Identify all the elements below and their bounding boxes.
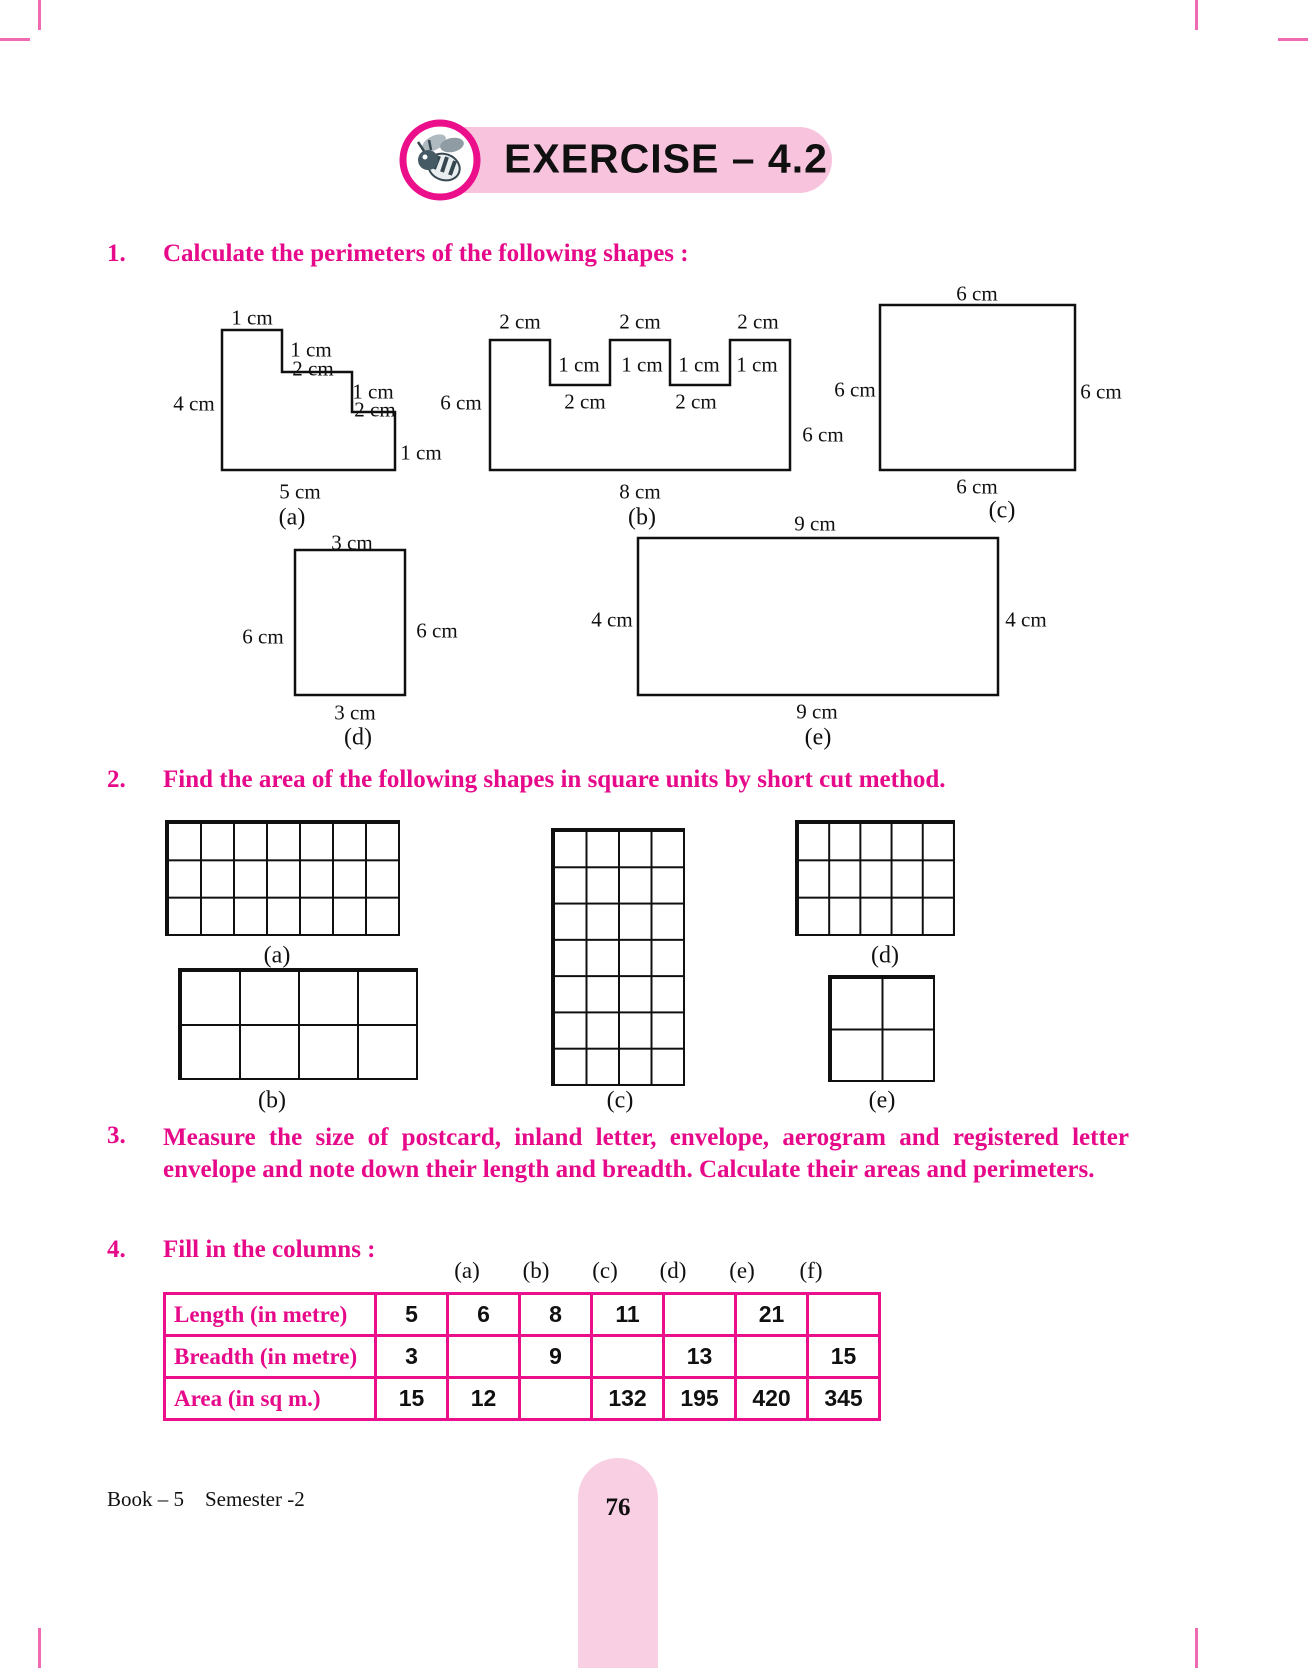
dimension-label: 8 cm — [619, 479, 661, 504]
figure-unit-grids — [0, 810, 1308, 1122]
table-cell: 9 — [520, 1336, 592, 1378]
table-col-header: (c) — [592, 1258, 618, 1283]
dimension-label: 6 cm — [956, 281, 998, 306]
table-col-header: (b) — [522, 1258, 550, 1283]
dimension-label: 2 cm — [354, 397, 396, 422]
dimension-label: 3 cm — [334, 700, 376, 725]
page-number: 76 — [605, 1494, 631, 1521]
dimension-label: 4 cm — [173, 391, 215, 416]
grid-caption: (e) — [868, 1087, 896, 1114]
shape-d-outline — [295, 550, 405, 695]
unit-grid-b — [178, 968, 418, 1080]
dimension-label: 1 cm — [678, 352, 720, 377]
grid-caption: (c) — [606, 1087, 634, 1114]
table-cell — [448, 1336, 520, 1378]
table-cell — [592, 1336, 664, 1378]
table-cell: 5 — [376, 1294, 448, 1336]
question-2-number: 2. — [107, 766, 126, 793]
bee-mascot-icon — [398, 118, 482, 202]
question-1-number: 1. — [107, 240, 126, 267]
shape-c-outline — [880, 305, 1075, 470]
dimension-label: 1 cm — [352, 379, 394, 404]
crop-mark — [1195, 1628, 1198, 1668]
fill-columns-table — [163, 1292, 881, 1421]
shape-caption: (a) — [278, 504, 306, 531]
dimension-label: 9 cm — [794, 511, 836, 536]
dimension-label: 6 cm — [440, 390, 482, 415]
dimension-label: 6 cm — [834, 377, 876, 402]
unit-grid-a — [165, 820, 400, 936]
shape-caption: (c) — [988, 497, 1016, 524]
dimension-label: 5 cm — [279, 479, 321, 504]
table-col-header: (a) — [454, 1258, 480, 1283]
table-cell: 15 — [808, 1336, 880, 1378]
shape-caption: (e) — [804, 724, 832, 751]
shape-caption: (b) — [628, 504, 656, 531]
crop-mark — [1195, 0, 1198, 30]
page-number-tab — [578, 1458, 658, 1668]
dimension-label: 6 cm — [956, 474, 998, 499]
dimension-label: 2 cm — [737, 309, 779, 334]
footer-text: Book – 5 Semester -2 — [107, 1487, 305, 1511]
question-4-text: Fill in the columns : — [163, 1236, 376, 1263]
table-cell: 345 — [808, 1378, 880, 1420]
dimension-label: 1 cm — [621, 352, 663, 377]
grid-caption: (d) — [871, 942, 899, 969]
table-cell: 6 — [448, 1294, 520, 1336]
table-col-header: (f) — [799, 1258, 823, 1283]
table-row-length — [165, 1294, 880, 1336]
table-cell: 21 — [736, 1294, 808, 1336]
row-label: Area (in sq m.) — [165, 1378, 376, 1420]
dimension-label: 2 cm — [499, 309, 541, 334]
dimension-label: 1 cm — [231, 305, 273, 330]
table-col-header: (e) — [729, 1258, 755, 1283]
dimension-label: 6 cm — [1080, 379, 1122, 404]
question-4-number: 4. — [107, 1236, 126, 1263]
table-cell — [520, 1378, 592, 1420]
crop-mark — [0, 38, 30, 41]
dimension-label: 3 cm — [331, 530, 373, 555]
unit-grid-c — [551, 828, 685, 1086]
dimension-label: 1 cm — [400, 440, 442, 465]
question-3-number: 3. — [107, 1122, 126, 1149]
grid-caption: (b) — [258, 1087, 286, 1114]
row-label: Length (in metre) — [165, 1294, 376, 1336]
table-cell: 195 — [664, 1378, 736, 1420]
dimension-label: 2 cm — [292, 356, 334, 381]
crop-mark — [38, 0, 41, 30]
shape-e-outline — [638, 538, 998, 695]
crop-mark — [1278, 38, 1308, 41]
dimension-label: 2 cm — [675, 389, 717, 414]
shape-caption: (d) — [344, 724, 372, 751]
table-cell — [736, 1336, 808, 1378]
dimension-label: 1 cm — [736, 352, 778, 377]
dimension-label: 4 cm — [1005, 607, 1047, 632]
figure-perimeter-shapes — [0, 280, 1308, 760]
table-cell: 132 — [592, 1378, 664, 1420]
table-cell: 12 — [448, 1378, 520, 1420]
question-2-text: Find the area of the following shapes in square units by short cut method. — [163, 766, 946, 793]
table-cell — [808, 1294, 880, 1336]
table-cell: 420 — [736, 1378, 808, 1420]
table-cell — [664, 1294, 736, 1336]
table-cell: 3 — [376, 1336, 448, 1378]
question-3-text: Measure the size of postcard, inland letter, envelope, aerogram and registered letter envelope and note down their length and breadth. Calculate their areas and perimeters. — [163, 1124, 1129, 1183]
dimension-label: 2 cm — [619, 309, 661, 334]
unit-grid-e — [828, 975, 935, 1082]
dimension-label: 4 cm — [591, 607, 633, 632]
question-1-text: Calculate the perimeters of the following shapes : — [163, 240, 689, 267]
dimension-label: 6 cm — [802, 422, 844, 447]
crop-mark — [38, 1628, 41, 1668]
table-row-breadth — [165, 1336, 880, 1378]
dimension-label: 2 cm — [564, 389, 606, 414]
dimension-label: 1 cm — [558, 352, 600, 377]
dimension-label: 9 cm — [796, 699, 838, 724]
exercise-title: EXERCISE – 4.2 — [504, 135, 828, 182]
unit-grid-d — [795, 820, 955, 936]
table-cell: 13 — [664, 1336, 736, 1378]
table-cell: 15 — [376, 1378, 448, 1420]
dimension-label: 6 cm — [242, 624, 284, 649]
table-row-area — [165, 1378, 880, 1420]
grid-caption: (a) — [263, 942, 291, 969]
dimension-label: 1 cm — [290, 337, 332, 362]
row-label: Breadth (in metre) — [165, 1336, 376, 1378]
dimension-label: 6 cm — [416, 618, 458, 643]
table-cell: 11 — [592, 1294, 664, 1336]
table-col-header: (d) — [659, 1258, 687, 1283]
table-cell: 8 — [520, 1294, 592, 1336]
